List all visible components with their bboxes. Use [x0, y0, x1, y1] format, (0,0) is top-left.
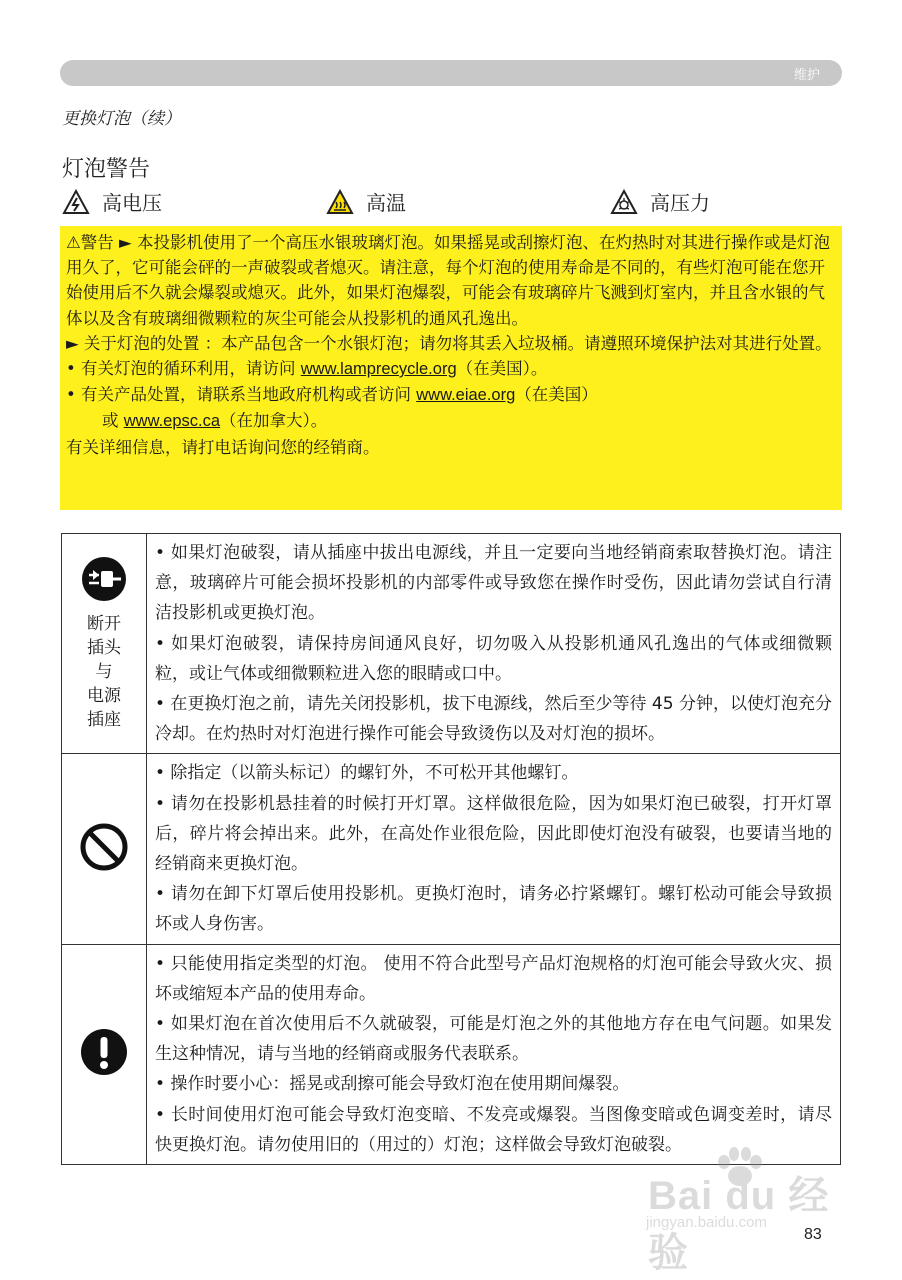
- instruction-item: • 请勿在卸下灯罩后使用投影机。更换灯泡时，请务必拧紧螺钉。螺钉松动可能会导致损坏或人身伤害。: [155, 884, 832, 935]
- table-row: [62, 754, 841, 944]
- icon-cell: [62, 944, 147, 1164]
- lamprecycle-link[interactable]: www.lamprecycle.org: [300, 360, 457, 379]
- eiae-link[interactable]: www.eiae.org: [416, 386, 516, 405]
- section-label: 维护: [793, 68, 820, 83]
- page-number: 83: [804, 1226, 822, 1243]
- watermark-brand: Bai du 经验: [648, 1174, 830, 1275]
- mandatory-exclamation-icon: [80, 1028, 128, 1076]
- hazard-high-pressure: [610, 187, 710, 216]
- safety-instructions-table: [61, 533, 841, 1165]
- instruction-item: • 只能使用指定类型的灯泡。 使用不符合此型号产品灯泡规格的灯泡可能会导致火灾、损坏或缩短本产品的使用寿命。: [155, 953, 832, 1004]
- section-header-bar: [60, 60, 842, 86]
- instruction-item: • 长时间使用灯泡可能会导致灯泡变暗、不发亮或爆裂。当图像变暗或色调变差时，请尽快更换灯泡。请勿使用旧的（用过的）灯泡；这样做会导致灯泡破裂。: [155, 1104, 832, 1155]
- recycle-bullet: • 有关灯泡的循环利用，请访问 www.lamprecycle.org（在美国）。: [66, 359, 548, 379]
- instruction-item: • 除指定（以箭头标记）的螺钉外，不可松开其他螺钉。: [155, 763, 579, 784]
- instruction-item: • 在更换灯泡之前，请先关闭投影机，拔下电源线，然后至少等待 45 分钟，以使灯泡充分冷却。在灼热时对灯泡进行操作可能会导致烫伤以及对灯泡的损坏。: [155, 694, 832, 745]
- unplug-icon: [81, 556, 127, 602]
- icon-cell: [62, 534, 147, 754]
- warning-footer: 有关详细信息，请打电话询问您的经销商。: [66, 437, 380, 457]
- epsc-link[interactable]: www.epsc.ca: [123, 412, 221, 431]
- instruction-item: • 如果灯泡在首次使用后不久就破裂，可能是灯泡之外的其他地方存在电气问题。如果发生这种情况，请与当地的经销商或服务代表联系。: [155, 1014, 832, 1065]
- instruction-item: • 如果灯泡破裂，请保持房间通风良好，切勿吸入从投影机通风孔逸出的气体或细微颗粒，或让气体或细微颗粒进入您的眼睛或口中。: [155, 633, 832, 684]
- table-row: [62, 534, 841, 754]
- instruction-cell: [147, 754, 841, 944]
- lamp-warning-box: [60, 226, 842, 510]
- section-title: 灯泡警告: [62, 157, 151, 182]
- unplug-caption: 断开 插头 与 电源 插座: [87, 613, 121, 730]
- warning-lead: ⚠警告 ►: [66, 233, 137, 252]
- high-voltage-icon: [62, 189, 90, 215]
- instruction-cell: [147, 534, 841, 754]
- warning-paragraph: ⚠警告 ► 本投影机使用了一个高压水银玻璃灯泡。如果摇晃或刮擦灯泡、在灼热时对其进行操作或是灯泡用久了，它可能会砰的一声破裂或者熄灭。请注意，每个灯泡的使用寿命是不同的，有些灯泡可能在您开始使用后不久就会爆裂或熄灭。此外，如果灯泡爆裂，可能会有玻璃碎片飞溅到灯室内，并且含水银的气体以及含有玻璃细微颗粒的灰尘可能会从投影机的通风孔逸出。: [66, 233, 830, 328]
- high-temperature-icon: [326, 189, 354, 215]
- prohibited-icon: [79, 822, 129, 872]
- hazard-label: 高温: [366, 191, 406, 215]
- hazard-high-voltage: [62, 187, 162, 216]
- instruction-item: • 操作时要小心：摇晃或刮擦可能会导致灯泡在使用期间爆裂。: [155, 1074, 630, 1095]
- hazard-label: 高电压: [102, 191, 162, 215]
- hazard-label: 高压力: [650, 191, 710, 215]
- instruction-cell: [147, 944, 841, 1164]
- page-subtitle: 更换灯泡（续）: [62, 109, 181, 129]
- disposal-bullet: • 有关产品处置，请联系当地政府机构或者访问 www.eiae.org（在美国）: [66, 385, 598, 405]
- hazard-high-temperature: [326, 187, 406, 216]
- table-row: [62, 944, 841, 1164]
- disposal-bullet-continued: 或 www.epsc.ca（在加拿大）。: [102, 411, 328, 431]
- disposal-paragraph: ► 关于灯泡的处置 ：本产品包含一个水银灯泡；请勿将其丢入垃圾桶。请遵照环境保护法对其进行处置。: [66, 333, 832, 353]
- instruction-item: • 如果灯泡破裂，请从插座中拔出电源线，并且一定要向当地经销商索取替换灯泡。请注意，玻璃碎片可能会损坏投影机的内部零件或导致您在操作时受伤，因此请勿尝试自行清洁投影机或更换灯泡。: [155, 543, 832, 624]
- high-pressure-icon: [610, 189, 638, 215]
- icon-cell: [62, 754, 147, 944]
- instruction-item: • 请勿在投影机悬挂着的时候打开灯罩。这样做很危险，因为如果灯泡已破裂，打开灯罩后，碎片将会掉出来。此外，在高处作业很危险，因此即使灯泡没有破裂，也要请当地的经销商来更换灯泡。: [155, 793, 832, 875]
- watermark-url: jingyan.baidu.com: [646, 1214, 767, 1231]
